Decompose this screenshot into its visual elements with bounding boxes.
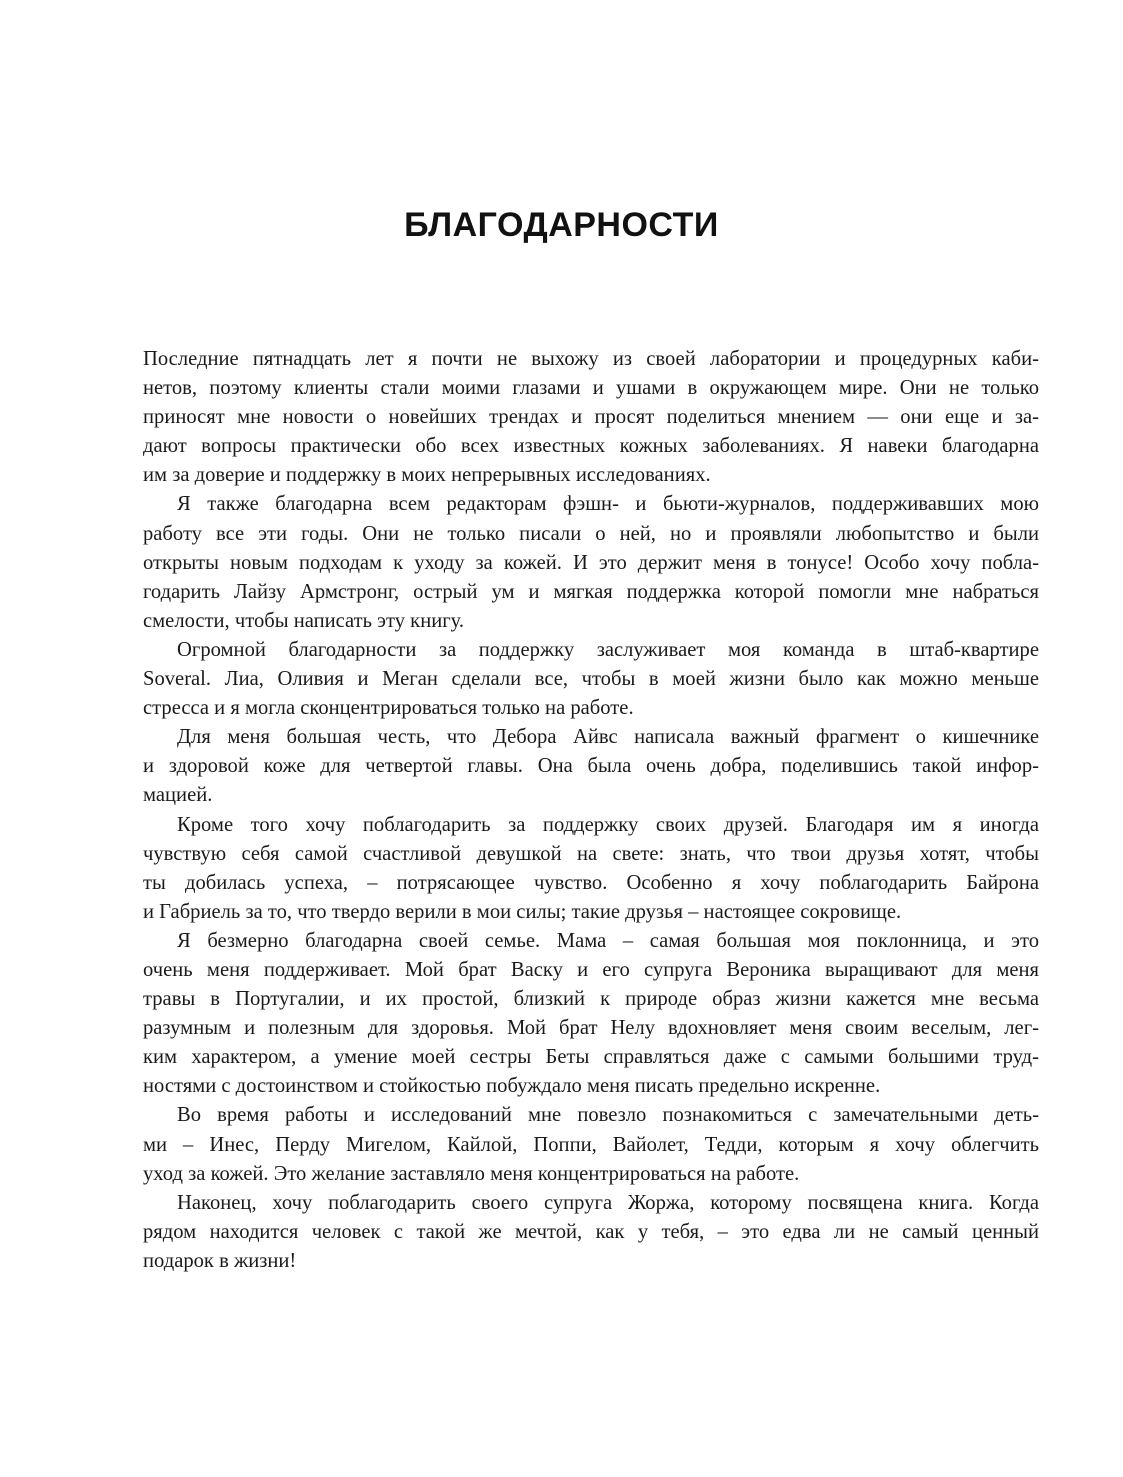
text-line: приносят мне новости о новейших трендах и просят поделиться мнением — они еще и за- <box>143 406 1039 429</box>
text-line: Последние пятнадцать лет я почти не выхожу из своей лаборатории и процедурных каби- <box>143 348 1039 370</box>
text-line: стресса и я могла сконцентрироваться только на работе. <box>143 697 634 720</box>
text-line: Я безмерно благодарна своей семье. Мама – самая большая моя поклонница, и это <box>177 929 1039 952</box>
text-line: мацией. <box>143 784 213 807</box>
text-line: подарок в жизни! <box>143 1249 297 1272</box>
text-line: Для меня большая честь, что Дебора Айвс написала важный фрагмент о кишечнике <box>177 726 1039 749</box>
text-line: им за доверие и поддержку в моих непрерывных исследованиях. <box>143 464 711 487</box>
text-line: ты добилась успеха, – потрясающее чувство. Особенно я хочу поблагодарить Байрона <box>143 871 1039 894</box>
text-line: ми – Инес, Перду Мигелом, Кайлой, Поппи, Вайолет, Тедди, которым я хочу облегчить <box>143 1133 1039 1156</box>
text-line: нетов, поэтому клиенты стали моими глазами и ушами в окружающем мире. Они не только <box>143 377 1039 400</box>
text-line: Во время работы и исследований мне повезло познакомиться с замечательными деть- <box>177 1104 1039 1127</box>
text-line: разумным и полезным для здоровья. Мой брат Нелу вдохновляет меня своим веселым, лег- <box>143 1017 1039 1040</box>
text-line: работу все эти годы. Они не только писали о ней, но и проявляли любопытство и были <box>143 522 1039 545</box>
body-text <box>143 345 1039 1276</box>
text-line: уход за кожей. Это желание заставляло меня концентрироваться на работе. <box>143 1162 800 1185</box>
text-line: и Габриель за то, что твердо верили в мои силы; такие друзья – настоящее сокровище. <box>143 900 902 923</box>
text-line: чувствую себя самой счастливой девушкой на свете: знать, что твои друзья хотят, чтобы <box>143 842 1039 865</box>
text-line: ким характером, а умение моей сестры Беты справляться даже с самыми большими труд- <box>143 1046 1039 1069</box>
text-line: Кроме того хочу поблагодарить за поддержку своих друзей. Благодаря им я иногда <box>177 813 1039 836</box>
text-line: травы в Португалии, и их простой, близкий к природе образ жизни кажется мне весьма <box>143 988 1039 1011</box>
text-line: ностями с достоинством и стойкостью побуждало меня писать предельно искренне. <box>143 1075 881 1098</box>
text-line: смелости, чтобы написать эту книгу. <box>143 609 465 632</box>
text-line: дают вопросы практически обо всех известных кожных заболеваниях. Я навеки благодарна <box>143 435 1039 458</box>
text-line: годарить Лайзу Армстронг, острый ум и мягкая поддержка которой помогли мне набраться <box>143 580 1039 603</box>
text-line: и здоровой коже для четвертой главы. Она была очень добра, поделившись такой инфор- <box>143 755 1039 778</box>
text-line: Я также благодарна всем редакторам фэшн- и бьюти-журналов, поддерживавших мою <box>177 493 1039 516</box>
text-line: открыты новым подходам к уходу за кожей. И это держит меня в тонусе! Особо хочу побла- <box>143 551 1039 574</box>
text-line: рядом находится человек с такой же мечтой, как у тебя, – это едва ли не самый ценный <box>143 1220 1039 1243</box>
page-title: БЛАГОДАРНОСТИ <box>404 206 719 244</box>
text-line: Soveral. Лиа, Оливия и Меган сделали все, чтобы в моей жизни было как можно меньше <box>143 668 1039 691</box>
text-line: Наконец, хочу поблагодарить своего супруга Жоржа, которому посвящена книга. Когда <box>177 1191 1039 1214</box>
text-line: Огромной благодарности за поддержку заслуживает моя команда в штаб-квартире <box>177 638 1039 661</box>
text-line: очень меня поддерживает. Мой брат Васку и его супруга Вероника выращивают для меня <box>143 958 1039 981</box>
